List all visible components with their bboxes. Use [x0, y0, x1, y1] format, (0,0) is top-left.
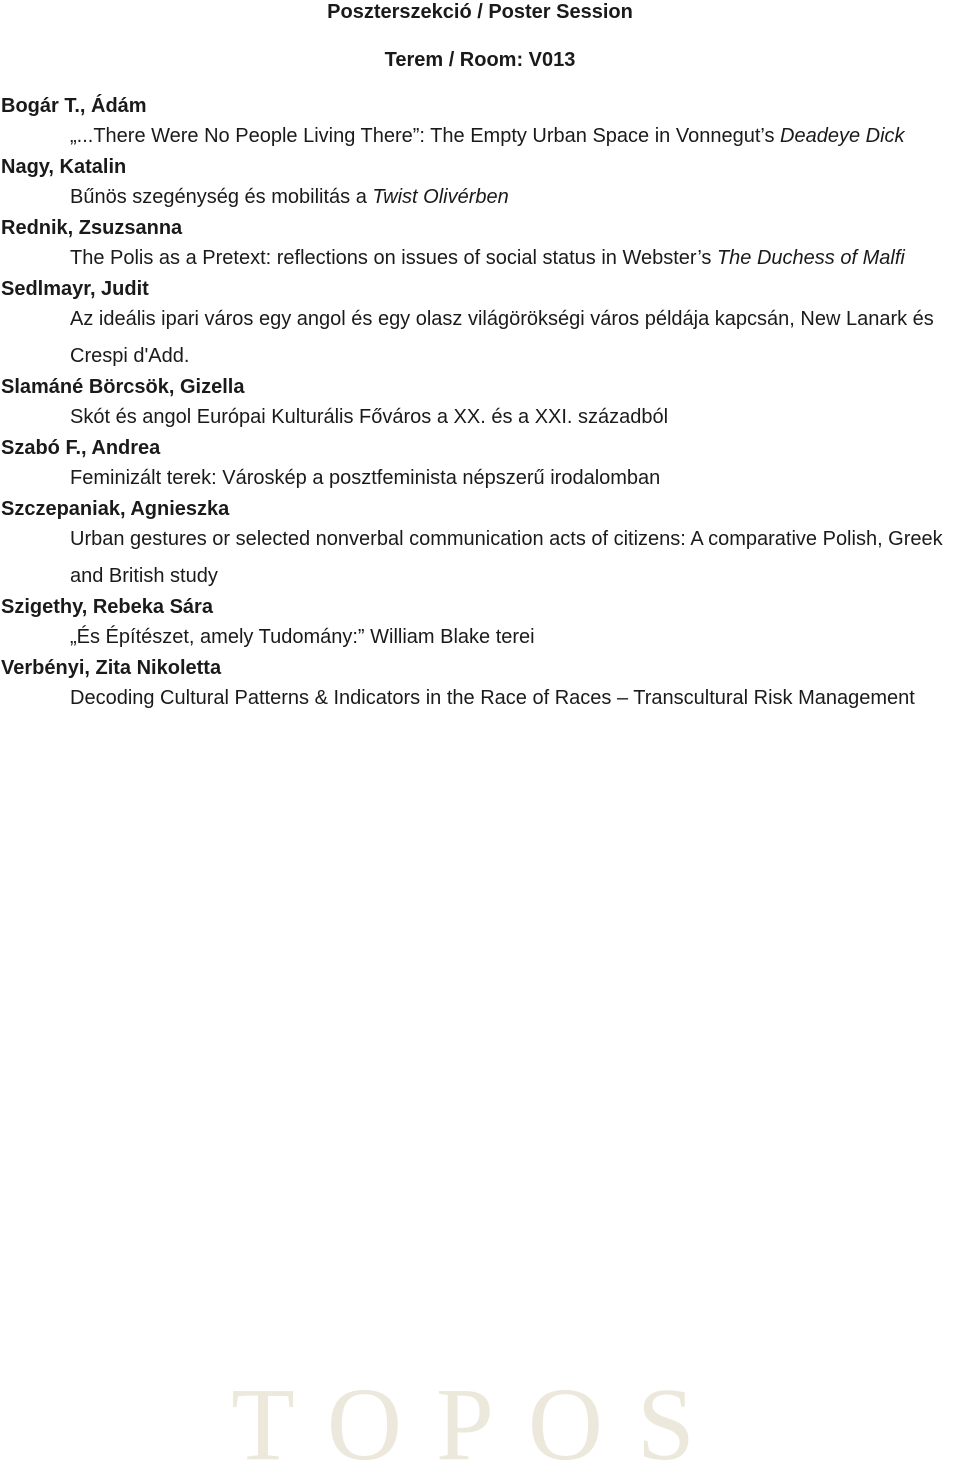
poster-title — [0, 619, 960, 656]
title-italic-segment: Deadeye Dick — [780, 125, 905, 147]
poster-entry — [0, 94, 960, 155]
topos-watermark: TOPOS — [231, 1367, 729, 1482]
poster-entry — [0, 497, 960, 595]
poster-title — [0, 301, 960, 375]
poster-entry — [0, 155, 960, 216]
poster-entry — [0, 216, 960, 277]
poster-entry — [0, 375, 960, 436]
title-italic-segment: The Duchess of Malfi — [716, 247, 905, 269]
author-name: Bogár T., Ádám — [1, 95, 147, 117]
title-segment: Decoding Cultural Patterns & Indicators in the Race of Races – Transcultural Risk Management — [70, 687, 915, 709]
title-segment: Skót és angol Európai Kulturális Főváros a XX. és a XXI. századból — [70, 406, 669, 428]
poster-list — [0, 94, 960, 717]
poster-entry — [0, 595, 960, 656]
poster-title — [0, 118, 960, 155]
title-segment: „...There Were No People Living There”: The Empty Urban Space in Vonnegut’s — [70, 125, 781, 147]
author-name: Rednik, Zsuzsanna — [1, 217, 183, 239]
poster-title — [0, 460, 960, 497]
poster-title — [0, 179, 960, 216]
poster-title — [0, 399, 960, 436]
session-heading: Poszterszekció / Poster Session — [327, 1, 633, 23]
title-segment: Az ideális ipari város egy angol és egy olasz világörökségi város példája kapcsán, New Lanark és Crespi d'Add. — [70, 308, 934, 367]
author-name: Verbényi, Zita Nikoletta — [1, 657, 222, 679]
poster-title — [0, 680, 960, 717]
room-heading: Terem / Room: V013 — [384, 49, 576, 71]
author-name: Sedlmayr, Judit — [1, 278, 149, 300]
title-segment: Feminizált terek: Városkép a posztfeminista népszerű irodalomban — [70, 467, 661, 489]
title-segment: The Polis as a Pretext: reflections on issues of social status in Webster’s — [70, 247, 717, 269]
poster-entry — [0, 277, 960, 375]
author-name: Szabó F., Andrea — [1, 437, 161, 459]
author-name: Nagy, Katalin — [1, 156, 127, 178]
title-italic-segment: Twist Olivérben — [372, 186, 509, 208]
author-name: Szczepaniak, Agnieszka — [1, 498, 230, 520]
author-name: Slamáné Börcsök, Gizella — [1, 376, 245, 398]
poster-entry — [0, 436, 960, 497]
author-name: Szigethy, Rebeka Sára — [1, 596, 213, 618]
poster-entry — [0, 656, 960, 717]
title-segment: Bűnös szegénység és mobilitás a — [70, 186, 373, 208]
poster-title — [0, 240, 960, 277]
poster-title — [0, 521, 960, 595]
title-segment: Urban gestures or selected nonverbal communication acts of citizens: A comparative Polish, Greek and British study — [70, 528, 943, 587]
title-segment: „És Építészet, amely Tudomány:” William Blake terei — [70, 626, 535, 648]
